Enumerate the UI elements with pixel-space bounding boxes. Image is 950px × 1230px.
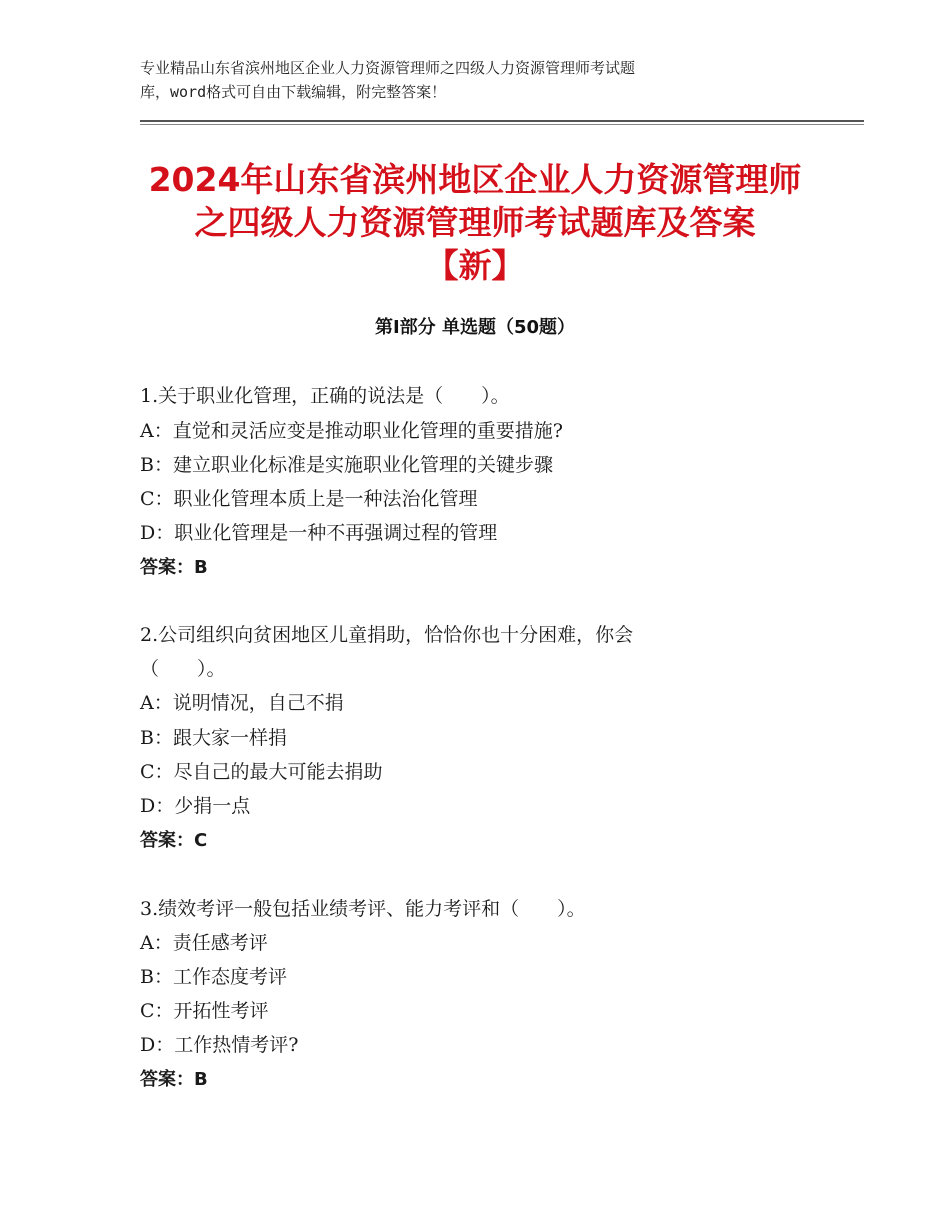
question-1-option-d: D：职业化管理是一种不再强调过程的管理 [140, 522, 498, 544]
question-3-option-c: C：开拓性考评 [140, 1000, 269, 1022]
header-note [140, 56, 800, 104]
question-1-option-a: A：直觉和灵活应变是推动职业化管理的重要措施? [140, 420, 563, 442]
question-2-stem: 2.公司组织向贫困地区儿童捐助，恰恰你也十分困难，你会 [140, 624, 634, 646]
header-divider-thin [140, 124, 864, 125]
header-divider [140, 120, 864, 122]
question-1-answer: 答案：B [140, 557, 208, 578]
question-2-stem-continued: （ ）。 [140, 658, 226, 680]
question-3-option-d: D：工作热情考评? [140, 1034, 299, 1056]
question-1-stem: 1.关于职业化管理，正确的说法是（ ）。 [140, 385, 510, 407]
question-2-answer: 答案：C [140, 830, 208, 851]
header-note-line-1: 专业精品山东省滨州地区企业人力资源管理师之四级人力资源管理师考试题 [140, 59, 636, 77]
header-note-line-2: 库，word格式可自由下载编辑，附完整答案！ [140, 83, 447, 101]
question-2-option-d: D：少捐一点 [140, 795, 251, 817]
document-title [0, 158, 950, 287]
question-2-option-a: A：说明情况，自己不捐 [140, 692, 344, 714]
question-1-option-c: C：职业化管理本质上是一种法治化管理 [140, 488, 478, 510]
question-3-stem: 3.绩效考评一般包括业绩考评、能力考评和（ ）。 [140, 898, 586, 920]
title-line-1: 2024年山东省滨州地区企业人力资源管理师 [148, 160, 802, 199]
section-heading: 第Ⅰ部分 单选题（50题） [374, 317, 575, 338]
question-3-answer: 答案：B [140, 1069, 208, 1090]
question-1-option-b: B：建立职业化标准是实施职业化管理的关键步骤 [140, 454, 553, 476]
title-line-2: 之四级人力资源管理师考试题库及答案 [194, 203, 756, 242]
question-2-option-b: B：跟大家一样捐 [140, 727, 287, 749]
question-3-option-b: B：工作态度考评 [140, 966, 287, 988]
title-line-3: 【新】 [425, 246, 525, 285]
question-3-option-a: A：责任感考评 [140, 932, 268, 954]
question-2-option-c: C：尽自己的最大可能去捐助 [140, 761, 383, 783]
